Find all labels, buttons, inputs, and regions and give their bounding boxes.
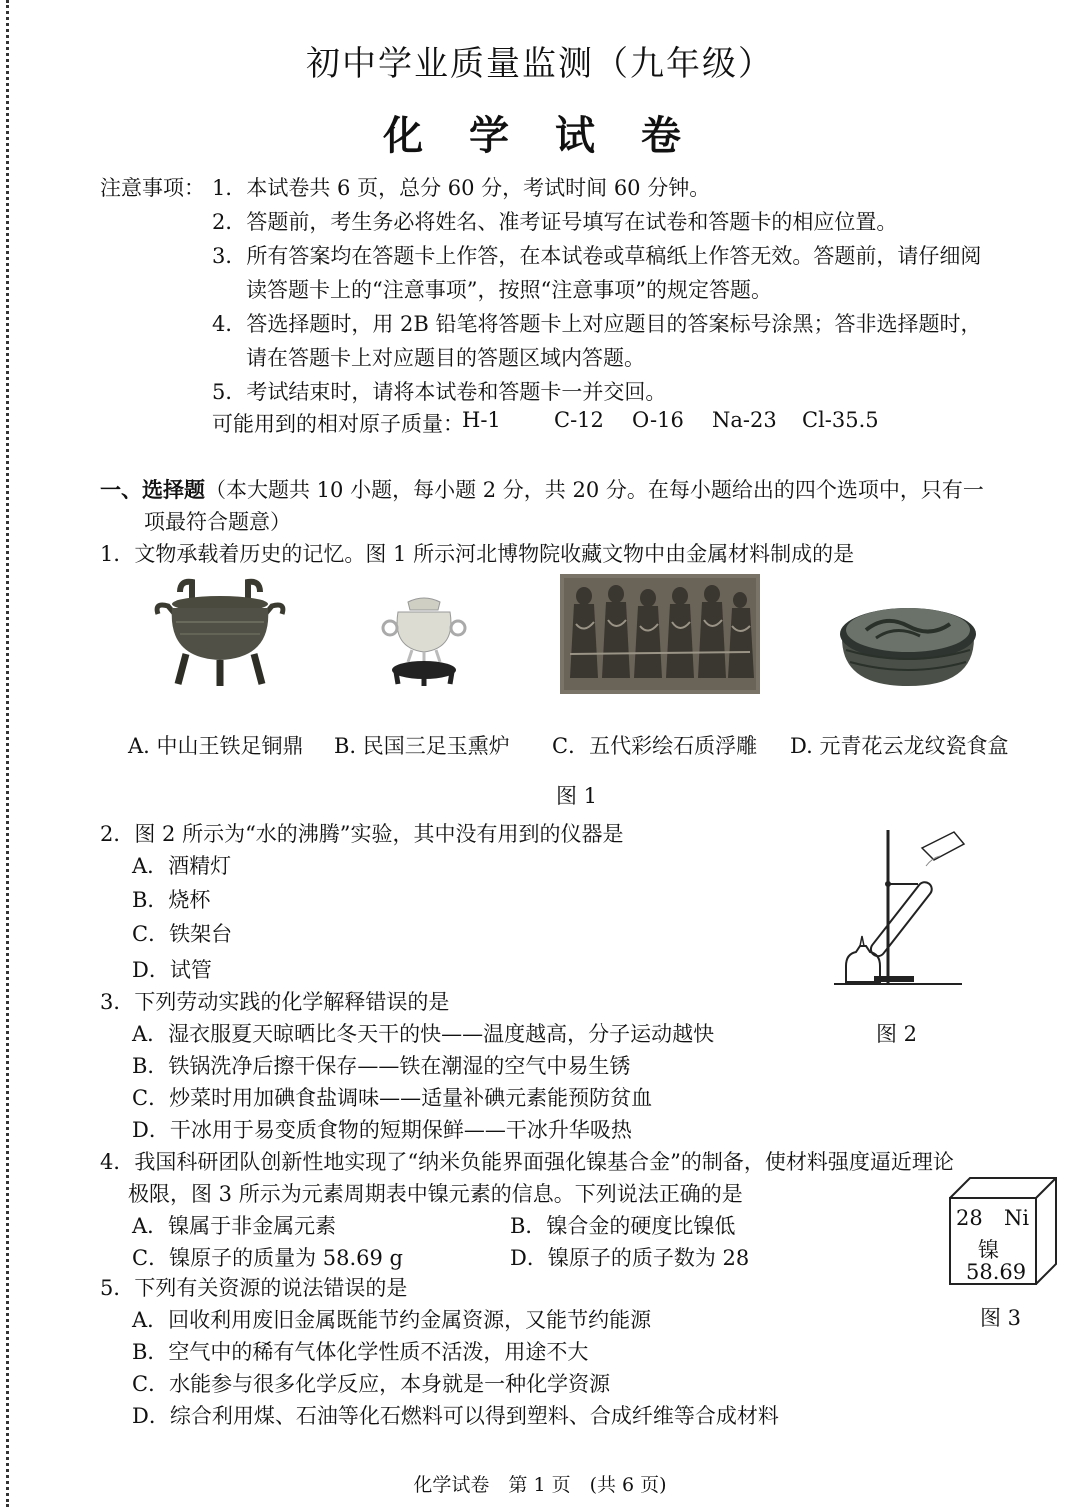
- q4-option-d: D．镍原子的质子数为 28: [510, 1246, 750, 1270]
- notice-item-5: 5．考试结束时，请将本试卷和答题卡一并交回。: [212, 380, 667, 404]
- page-footer: 化学试卷 第 1 页 (共 6 页): [413, 1474, 667, 1496]
- q4-option-a: A．镍属于非金属元素: [132, 1214, 337, 1238]
- section1-heading-bold: 一、选择题: [100, 477, 205, 502]
- q2-option-c: C．铁架台: [132, 922, 233, 946]
- notice-item-1: 1．本试卷共 6 页，总分 60 分，考试时间 60 分钟。: [212, 176, 711, 200]
- section1-heading-rest: （本大题共 10 小题，每小题 2 分，共 20 分。在每小题给出的四个选项中，只有一: [205, 478, 984, 502]
- q5-option-a: A．回收利用废旧金属既能节约金属资源，又能节约能源: [132, 1308, 652, 1332]
- notice-item-2: 2．答题前，考生务必将姓名、准考证号填写在试卷和答题卡的相应位置。: [212, 210, 898, 234]
- q3-option-a: A．湿衣服夏天晾晒比冬天干的快——温度越高，分子运动越快: [132, 1022, 715, 1046]
- q5-option-c: C．水能参与很多化学反应，本身就是一种化学资源: [132, 1372, 611, 1396]
- element-name: 镍: [978, 1238, 999, 1262]
- q1-option-a: A. 中山王铁足铜鼎: [128, 734, 304, 758]
- q5-stem: 5．下列有关资源的说法错误的是: [100, 1276, 408, 1300]
- q5-option-b: B．空气中的稀有气体化学性质不活泼，用途不大: [132, 1340, 589, 1364]
- q4-option-b: B．镍合金的硬度比镍低: [510, 1214, 736, 1238]
- q2-stem: 2．图 2 所示为“水的沸腾”实验，其中没有用到的仪器是: [100, 822, 624, 846]
- q1-option-c: C．五代彩绘石质浮雕: [552, 734, 758, 758]
- element-atomic-mass: 58.69: [966, 1260, 1027, 1284]
- bronze-tripod-image: [150, 578, 290, 690]
- notice-label: 注意事项：: [100, 176, 205, 200]
- atomic-mass-cl: Cl-35.5: [802, 408, 879, 432]
- q1-option-d: D. 元青花云龙纹瓷食盒: [790, 734, 1009, 758]
- q2-option-b: B．烧杯: [132, 888, 211, 912]
- q4-stem-line2: 极限，图 3 所示为元素周期表中镍元素的信息。下列说法正确的是: [128, 1182, 743, 1206]
- q3-stem: 3．下列劳动实践的化学解释错误的是: [100, 990, 450, 1014]
- atomic-mass-na: Na-23: [712, 408, 777, 432]
- figure1-caption: 图 1: [556, 784, 598, 808]
- notice-item-4: 4．答选择题时，用 2B 铅笔将答题卡上对应题目的答案标号涂黑；答非选择题时，: [212, 312, 982, 336]
- section1-heading: [100, 474, 984, 504]
- figure3-caption: 图 3: [980, 1306, 1022, 1330]
- atomic-mass-c: C-12: [554, 408, 604, 432]
- subject-title: 化 学 试 卷: [383, 112, 697, 159]
- porcelain-food-box-image: [836, 594, 980, 690]
- notice-item-3-cont: 读答题卡上的“注意事项”，按照“注意事项”的规定答题。: [246, 278, 772, 302]
- atomic-mass-h: H-1: [462, 408, 501, 432]
- boiling-water-apparatus-diagram: [826, 826, 966, 990]
- notice-item-3: 3．所有答案均在答题卡上作答，在本试卷或草稿纸上作答无效。答题前，请仔细阅: [212, 244, 982, 268]
- q2-option-d: D．试管: [132, 958, 212, 982]
- q1-stem: 1．文物承载着历史的记忆。图 1 所示河北博物院收藏文物中由金属材料制成的是: [100, 542, 855, 566]
- q4-option-c: C．镍原子的质量为 58.69 g: [132, 1246, 403, 1270]
- figure2-caption: 图 2: [876, 1022, 918, 1046]
- jade-censer-image: [378, 596, 470, 690]
- q3-option-d: D．干冰用于易变质食物的短期保鲜——干冰升华吸热: [132, 1118, 632, 1142]
- q5-option-d: D．综合利用煤、石油等化石燃料可以得到塑料、合成纤维等合成材料: [132, 1404, 779, 1428]
- exam-title: 初中学业质量监测（九年级）: [306, 44, 774, 84]
- q3-option-c: C．炒菜时用加碘食盐调味——适量补碘元素能预防贫血: [132, 1086, 653, 1110]
- binding-dotted-line: [6, 0, 9, 1507]
- q1-option-b: B. 民国三足玉熏炉: [334, 734, 510, 758]
- notice-item-4-cont: 请在答题卡上对应题目的答题区域内答题。: [246, 346, 645, 370]
- stone-relief-image: [560, 574, 760, 694]
- section1-heading-line2: 项最符合题意）: [144, 510, 291, 534]
- q3-option-b: B．铁锅洗净后擦干保存——铁在潮湿的空气中易生锈: [132, 1054, 631, 1078]
- q2-option-a: A．酒精灯: [132, 854, 232, 878]
- element-symbol: Ni: [1004, 1206, 1030, 1230]
- q4-stem-line1: 4．我国科研团队创新性地实现了“纳米负能界面强化镍基合金”的制备，使材料强度逼近理论: [100, 1150, 954, 1174]
- element-atomic-number: 28: [956, 1206, 983, 1230]
- atomic-mass-label: 可能用到的相对原子质量：: [212, 412, 464, 436]
- atomic-mass-o: O-16: [632, 408, 684, 432]
